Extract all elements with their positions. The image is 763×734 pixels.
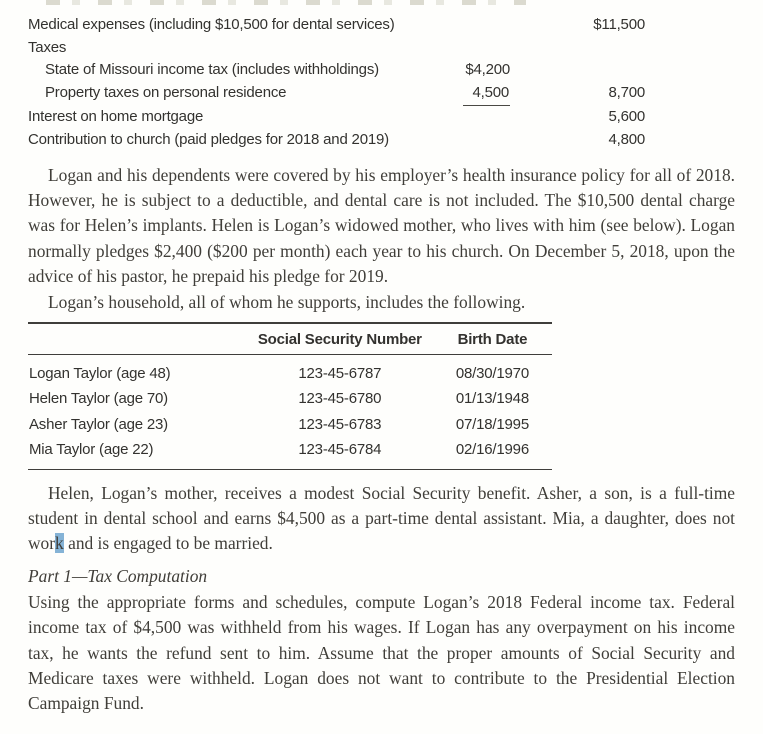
expense-label: Property taxes on personal residence	[45, 83, 287, 101]
member-name: Helen Taylor (age 70)	[29, 390, 168, 408]
expense-amount-inner	[460, 106, 510, 129]
member-ssn: 123-45-6783	[298, 415, 382, 433]
header-social-security-number: Social Security Number	[247, 323, 433, 355]
expense-amount-inner-underlined: 4,500	[460, 82, 510, 107]
member-ssn: 123-45-6780	[298, 390, 382, 408]
part1-heading: Part 1—Tax Computation	[28, 565, 208, 586]
expense-list	[28, 14, 735, 152]
expense-amount-inner	[460, 37, 510, 60]
expense-label: Contribution to church (paid pledges for 2018 and 2019)	[28, 130, 389, 148]
member-ssn: 123-45-6784	[298, 441, 382, 459]
member-name: Asher Taylor (age 23)	[29, 415, 168, 433]
expense-label: Medical expenses (including $10,500 for dental services)	[28, 16, 395, 33]
paragraph-part1-instructions: Using the appropriate forms and schedules, compute Logan’s 2018 Federal income tax. Federal income tax of $4,500 was withheld from his wages. If Logan has any overpayment on his income tax, he wants the refund sent to him. Assume that the proper amounts of Social Security and Medicare taxes were withheld. Logan does not want to contribute to the Presidential Election Campaign Fund.	[28, 591, 735, 714]
header-birth-date: Birth Date	[433, 323, 552, 355]
header-name	[28, 323, 247, 355]
expense-row-state-income-tax	[28, 59, 735, 82]
household-table-header	[28, 323, 552, 355]
member-birth-date: 07/18/1995	[455, 415, 529, 433]
expense-amount-inner	[460, 14, 510, 37]
paragraph-household-intro: Logan’s household, all of whom he supports, includes the following.	[48, 291, 526, 312]
member-name: Mia Taylor (age 22)	[29, 441, 154, 459]
expense-row-medical	[28, 14, 735, 37]
expense-label: State of Missouri income tax (includes withholdings)	[45, 61, 379, 79]
expense-label: Taxes	[28, 38, 67, 56]
cropped-text-fragments	[46, 0, 695, 5]
expense-label: Interest on home mortgage	[28, 108, 204, 126]
paragraph-health-insurance: Logan and his dependents were covered by his employer’s health insurance policy for all of 2018. However, he is subject to a deductible, and dental care is not included. The $10,500 dental charge was for Helen’s implants. Helen is Logan’s widowed mother, who lives with him (see below). Logan normally pledges $2,400 ($200 per month) each year to his church. On December 5, 2018, upon the advice of his pastor, he prepaid his pledge for 2019.	[28, 164, 735, 287]
member-birth-date: 02/16/1996	[455, 441, 529, 459]
expense-row-mortgage-interest	[28, 106, 735, 129]
expense-row-taxes-header	[28, 37, 735, 60]
member-name: Logan Taylor (age 48)	[29, 365, 171, 382]
table-row-logan	[28, 355, 552, 387]
table-row-asher	[28, 412, 552, 437]
expense-amount-total: $11,500	[593, 16, 645, 33]
member-birth-date: 08/30/1970	[455, 365, 529, 382]
expense-amount-total: 5,600	[608, 108, 645, 126]
expense-row-property-taxes	[28, 82, 735, 107]
table-row-helen	[28, 386, 552, 411]
member-ssn: 123-45-6787	[298, 365, 382, 382]
expense-amount-inner: $4,200	[465, 61, 510, 79]
table-row-mia	[28, 437, 552, 469]
paragraph-text-after-selection: and is engaged to be married.	[63, 533, 273, 554]
expense-amount-total: 8,700	[608, 83, 645, 101]
household-table	[28, 322, 552, 470]
expense-amount-total: 4,800	[608, 130, 645, 148]
selected-text[interactable]: k	[55, 533, 64, 554]
paragraph-text-before-selection: Helen, Logan’s mother, receives a modest Social Security benefit. Asher, a son, is a full-time student in dental school and earns $4,500 as a part-time dental assistant. Mia, a daughter, does not wor	[28, 482, 735, 554]
expense-row-church-contribution	[28, 129, 735, 152]
expense-amount-inner	[460, 129, 510, 152]
paragraph-dependents-details	[28, 481, 735, 557]
member-birth-date: 01/13/1948	[455, 390, 529, 408]
